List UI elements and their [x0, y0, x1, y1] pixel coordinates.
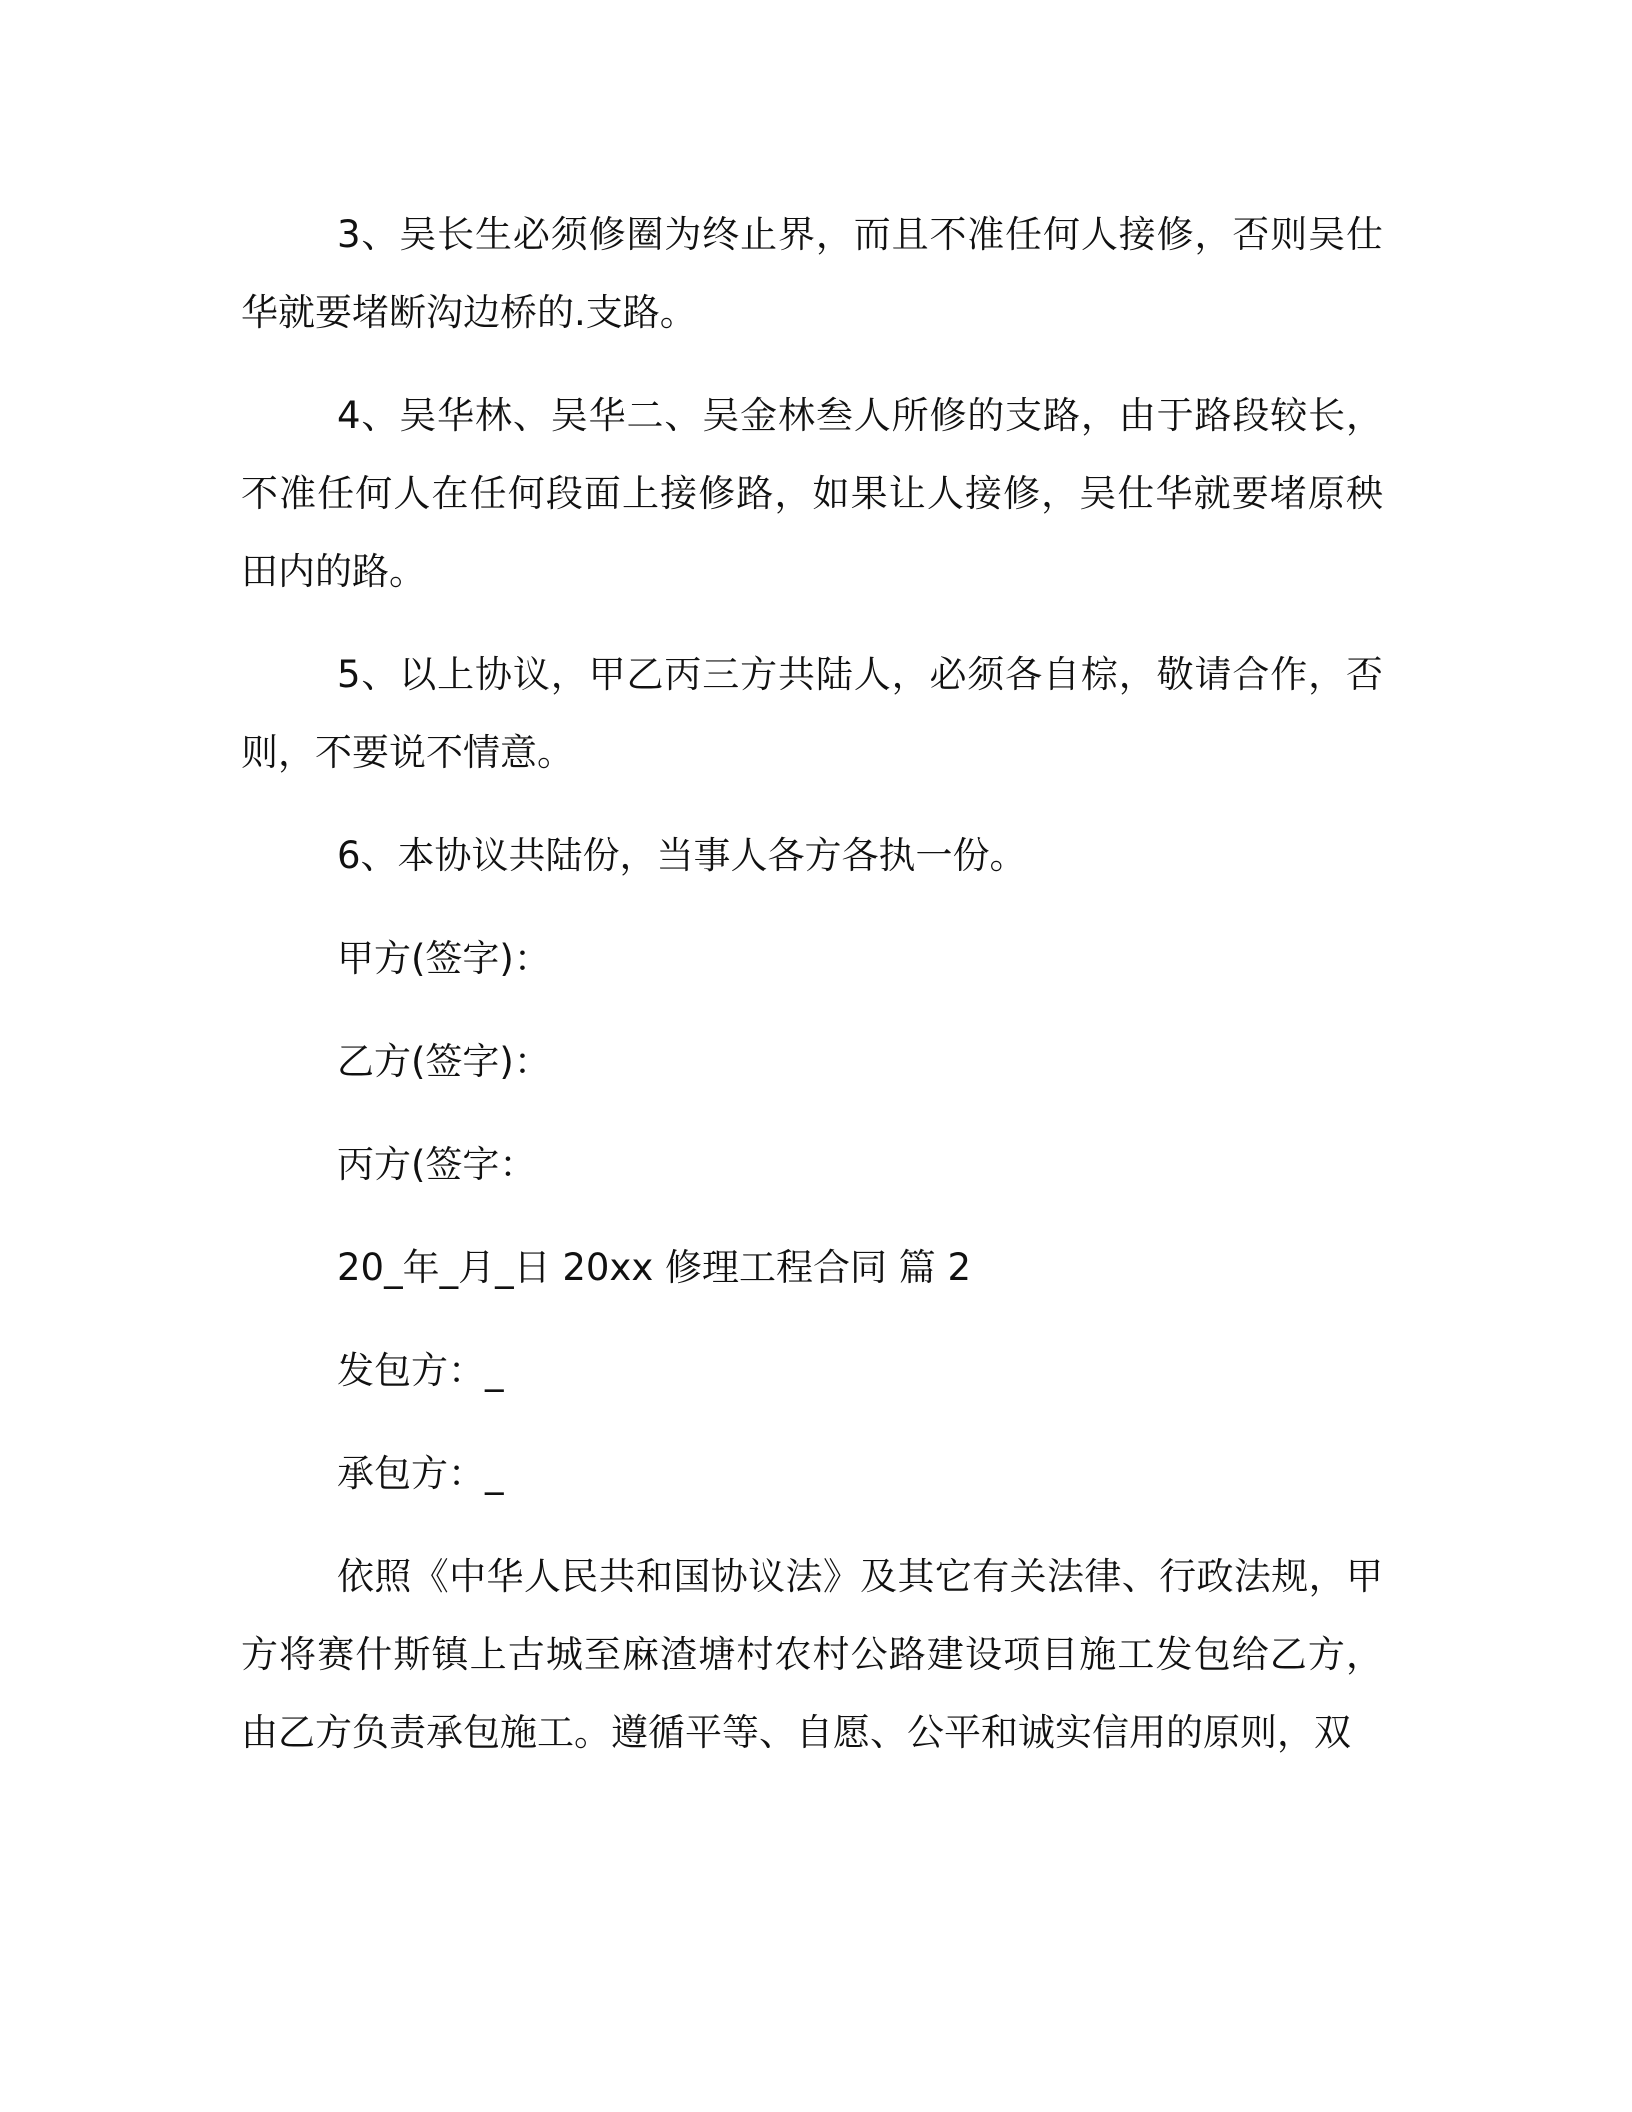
party-c-signature: 丙方(签字：: [337, 1143, 537, 1186]
contract-intro-paragraph: 依照《中华人民共和国协议法》及其它有关法律、行政法规，甲方将赛什斯镇上古城至麻渣塘村农村公路建设项目施工发包给乙方，由乙方负责承包施工。遵循平等、自愿、公平和诚实信用的原则，双: [241, 1555, 1383, 1754]
party-b-signature: 乙方(签字)：: [337, 1040, 551, 1083]
party-a-signature: 甲方(签字)：: [337, 937, 551, 980]
clause-5: 5、以上协议，甲乙丙三方共陆人，必须各自棕，敬请合作，否则，不要说不情意。: [241, 653, 1383, 774]
contractor-issuer: 发包方：_: [337, 1349, 504, 1392]
date-and-section-heading: 20_年_月_日 20xx 修理工程合同 篇 2: [337, 1246, 972, 1289]
contractor-recipient: 承包方：_: [337, 1452, 504, 1495]
clause-6: 6、本协议共陆份，当事人各方各执一份。: [337, 834, 1027, 877]
clause-4: 4、吴华林、吴华二、吴金林叁人所修的支路，由于路段较长，不准任何人在任何段面上接修路，如果让人接修，吴仕华就要堵原秧田内的路。: [241, 394, 1383, 593]
clause-3: 3、吴长生必须修圈为终止界，而且不准任何人接修，否则吴仕华就要堵断沟边桥的.支路。: [241, 213, 1383, 334]
document-body: [241, 196, 1383, 1797]
